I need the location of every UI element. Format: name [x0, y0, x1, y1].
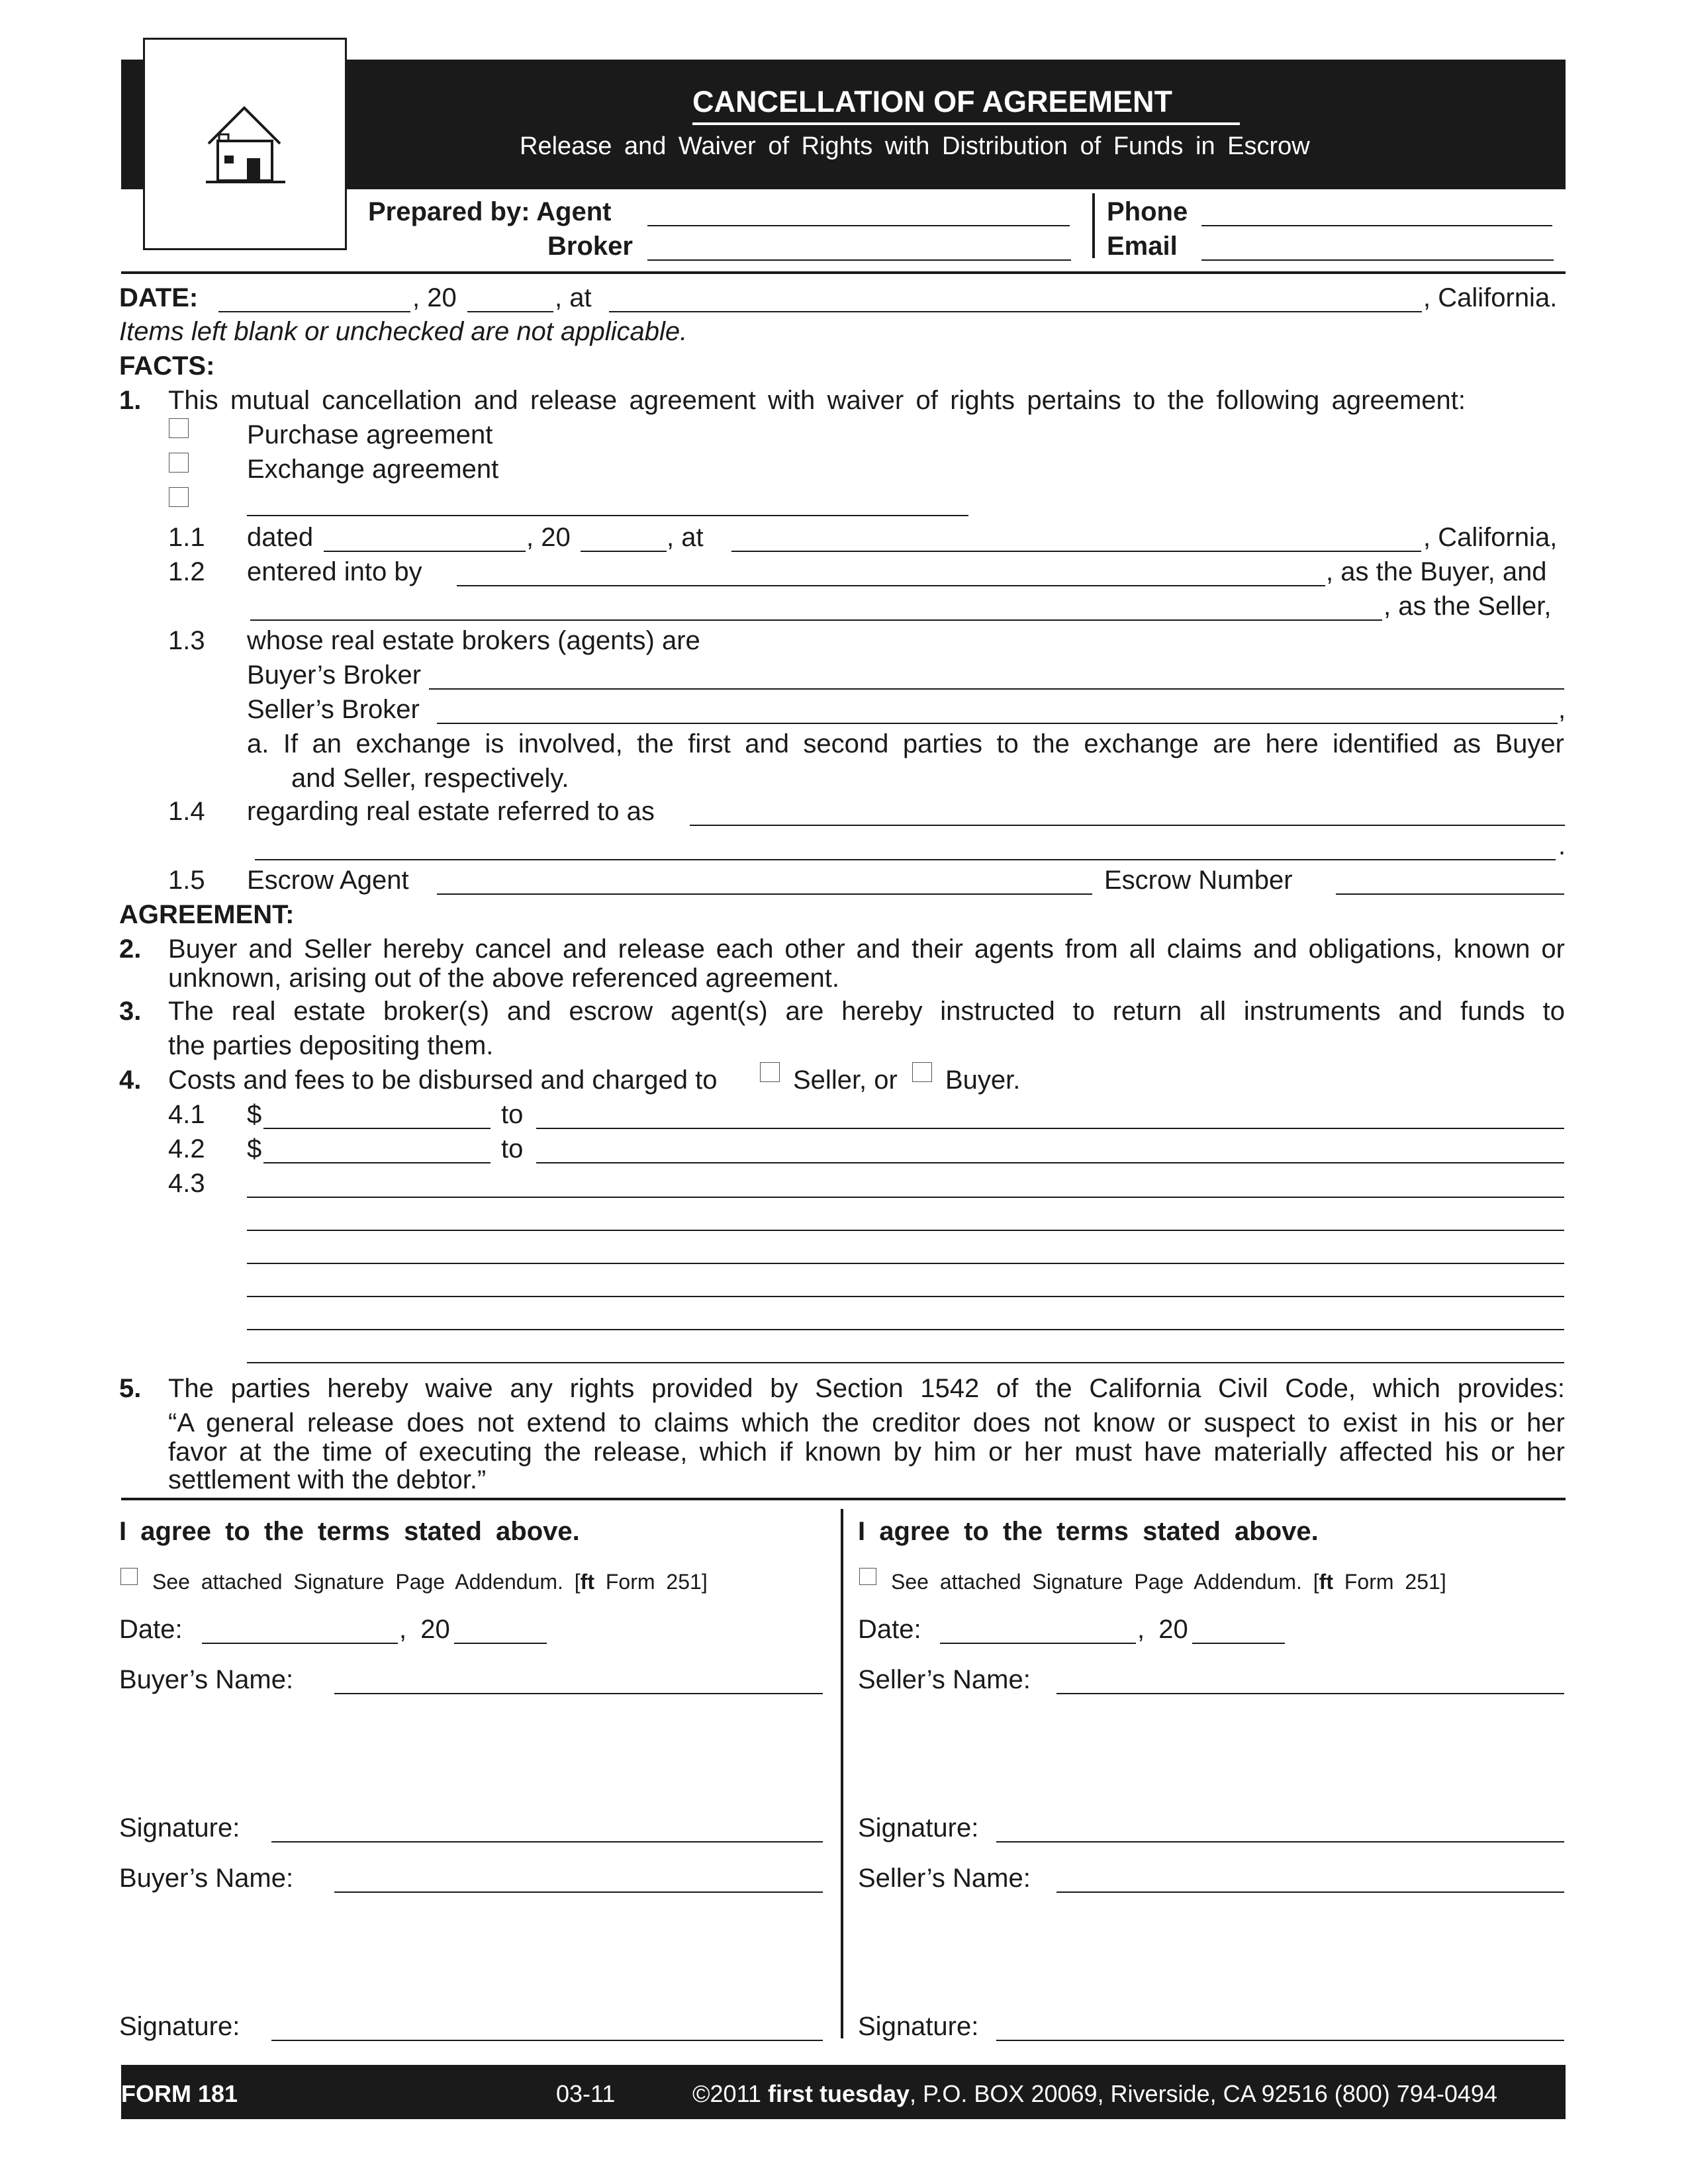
escrow-number-field[interactable] [1336, 893, 1564, 895]
exchange-note-line-2: and Seller, respectively. [291, 764, 569, 793]
escrow-agent-label: Escrow Agent [247, 866, 409, 895]
buyer-date-field[interactable] [202, 1643, 398, 1644]
agreement-year-prefix: , 20 [526, 523, 571, 552]
seller-1-signature-field[interactable] [996, 1841, 1564, 1843]
entered-into-by-label: entered into by [247, 557, 422, 586]
item-4-3-field-2[interactable] [247, 1230, 1564, 1231]
seller-1-signature-label: Signature: [858, 1813, 979, 1843]
buyer-1-signature-label: Signature: [119, 1813, 240, 1843]
date-california: , California. [1423, 283, 1558, 312]
property-field-2[interactable] [255, 859, 1556, 860]
seller-addendum-label: See attached Signature Page Addendum. [ft Form 251] [891, 1570, 1446, 1594]
buyer-year-field[interactable] [454, 1643, 547, 1644]
charge-seller-checkbox[interactable] [760, 1062, 780, 1082]
buyer-1-signature-field[interactable] [271, 1841, 823, 1843]
buyer-agree-label: I agree to the terms stated above. [119, 1517, 580, 1546]
item-4-3-number: 4.3 [168, 1169, 205, 1198]
exchange-note-line-1: a. If an exchange is involved, the first and second parties to the exchange are here identified as Buyer [247, 729, 1564, 758]
sellers-broker-field[interactable] [437, 723, 1558, 724]
item-4-2-number: 4.2 [168, 1134, 205, 1163]
item-1-text: This mutual cancellation and release agreement with waiver of rights pertains to the following agreement: [168, 386, 1466, 415]
seller-addendum-checkbox[interactable] [859, 1568, 876, 1585]
seller-agree-label: I agree to the terms stated above. [858, 1517, 1319, 1546]
item-4-2-amount-field[interactable] [263, 1162, 491, 1163]
item-4-3-field-5[interactable] [247, 1329, 1564, 1330]
buyer-2-signature-label: Signature: [119, 2012, 240, 2041]
item-4-3-field-1[interactable] [247, 1197, 1564, 1198]
signature-top-rule [121, 1498, 1566, 1500]
copyright-notice: ©2011 first tuesday, P.O. BOX 20069, Riverside, CA 92516 (800) 794-0494 [692, 2080, 1497, 2107]
other-agreement-checkbox[interactable] [169, 487, 189, 507]
facts-heading: FACTS: [119, 351, 215, 381]
buyer-1-name-label: Buyer’s Name: [119, 1665, 294, 1694]
item-4-1-payee-field[interactable] [536, 1128, 1564, 1129]
costs-fees-label: Costs and fees to be disbursed and charged to [168, 1066, 718, 1095]
form-revision: 03-11 [556, 2080, 616, 2107]
item-2-line-2: unknown, arising out of the above referenced agreement. [168, 964, 839, 993]
seller-year-prefix: , 20 [1137, 1615, 1188, 1644]
item-4-3-field-3[interactable] [247, 1263, 1564, 1264]
sellers-broker-label: Seller’s Broker [247, 695, 420, 724]
item-4-1-to: to [501, 1100, 524, 1129]
header-divider [1092, 193, 1095, 258]
form-number: FORM 181 [121, 2080, 238, 2107]
seller-year-field[interactable] [1192, 1643, 1285, 1644]
item-4-number: 4. [119, 1066, 142, 1095]
charge-buyer-label: Buyer. [945, 1066, 1021, 1095]
as-buyer-label: , as the Buyer, and [1326, 557, 1547, 586]
brokers-label: whose real estate brokers (agents) are [247, 626, 700, 655]
date-at-label: , at [555, 283, 592, 312]
item-2-line-1: Buyer and Seller hereby cancel and release each other and their agents from all claims and obligations, known or [168, 934, 1565, 964]
charge-buyer-checkbox[interactable] [912, 1062, 932, 1082]
signature-column-divider [841, 1509, 843, 2038]
charge-seller-label: Seller, or [793, 1066, 898, 1095]
exchange-agreement-checkbox[interactable] [169, 453, 189, 473]
item-5-line-4: settlement with the debtor.” [168, 1465, 487, 1494]
buyer-year-prefix: , 20 [399, 1615, 450, 1644]
item-3-number: 3. [119, 997, 142, 1026]
header-rule [121, 271, 1566, 274]
agreement-year-field[interactable] [581, 551, 667, 552]
agent-name-field[interactable] [647, 225, 1070, 226]
item-4-1-amount-field[interactable] [263, 1128, 491, 1129]
item-5-line-2: “A general release does not extend to claims which the creditor does not know or suspect to exist in his or her [168, 1408, 1565, 1437]
item-5-line-1: The parties hereby waive any rights provided by Section 1542 of the California Civil Code, which provides: [168, 1374, 1565, 1403]
purchase-agreement-checkbox[interactable] [169, 418, 189, 438]
item-1-2-number: 1.2 [168, 557, 205, 586]
other-agreement-field[interactable] [247, 515, 968, 516]
item-1-5-number: 1.5 [168, 866, 205, 895]
property-period: . [1558, 831, 1566, 860]
date-location-field[interactable] [609, 311, 1422, 312]
seller-date-field[interactable] [940, 1643, 1136, 1644]
buyer-addendum-label: See attached Signature Page Addendum. [ft Form 251] [152, 1570, 708, 1594]
date-field[interactable] [218, 311, 410, 312]
broker-name-field[interactable] [647, 259, 1071, 261]
item-4-1-number: 4.1 [168, 1100, 205, 1129]
title-underline [692, 122, 1240, 125]
escrow-agent-field[interactable] [437, 893, 1092, 895]
item-3-line-2: the parties depositing them. [168, 1031, 494, 1060]
item-1-1-number: 1.1 [168, 523, 205, 552]
agreement-date-field[interactable] [324, 551, 526, 552]
prepared-by-agent-label: Prepared by: Agent [368, 197, 612, 226]
date-year-field[interactable] [467, 311, 553, 312]
logo-frame [143, 38, 347, 250]
buyer-name-field[interactable] [457, 585, 1325, 586]
item-4-3-field-6[interactable] [247, 1362, 1564, 1363]
item-5-line-3: favor at the time of executing the release, which if known by him or her must have materially affected his or her [168, 1437, 1565, 1467]
seller-date-label: Date: [858, 1615, 921, 1644]
agreement-at-label: , at [667, 523, 704, 552]
item-4-2-dollar: $ [247, 1134, 262, 1163]
seller-2-signature-field[interactable] [996, 2040, 1564, 2041]
property-field-1[interactable] [690, 825, 1565, 826]
exchange-agreement-label: Exchange agreement [247, 455, 499, 484]
seller-2-name-field[interactable] [1056, 1891, 1564, 1893]
buyer-1-name-field[interactable] [334, 1693, 823, 1694]
item-1-4-number: 1.4 [168, 797, 205, 826]
buyer-2-signature-field[interactable] [271, 2040, 823, 2041]
item-2-number: 2. [119, 934, 142, 964]
item-3-line-1: The real estate broker(s) and escrow agent(s) are hereby instructed to return all instruments and funds to [168, 997, 1565, 1026]
agreement-location-field[interactable] [731, 551, 1421, 552]
buyer-2-name-field[interactable] [334, 1891, 823, 1893]
item-4-2-to: to [501, 1134, 524, 1163]
buyer-2-name-label: Buyer’s Name: [119, 1864, 294, 1893]
escrow-number-label: Escrow Number [1104, 866, 1293, 895]
blank-items-note: Items left blank or unchecked are not applicable. [119, 317, 688, 346]
item-4-2-payee-field[interactable] [536, 1162, 1564, 1163]
seller-2-name-label: Seller’s Name: [858, 1864, 1031, 1893]
buyers-broker-field[interactable] [429, 688, 1564, 690]
purchase-agreement-label: Purchase agreement [247, 420, 493, 449]
date-year-prefix: , 20 [412, 283, 457, 312]
as-seller-label: , as the Seller, [1383, 592, 1552, 621]
phone-label: Phone [1107, 197, 1188, 226]
seller-2-signature-label: Signature: [858, 2012, 979, 2041]
form-subtitle: Release and Waiver of Rights with Distribution of Funds in Escrow [520, 132, 1310, 160]
item-1-3-number: 1.3 [168, 626, 205, 655]
item-4-3-field-4[interactable] [247, 1296, 1564, 1297]
buyer-addendum-checkbox[interactable] [120, 1568, 138, 1585]
email-field[interactable] [1201, 259, 1554, 261]
form-title: CANCELLATION OF AGREEMENT [692, 85, 1172, 118]
agreement-heading: AGREEMENT: [119, 900, 295, 929]
seller-name-field[interactable] [250, 619, 1382, 621]
buyers-broker-label: Buyer’s Broker [247, 660, 422, 690]
sellers-broker-comma: , [1558, 695, 1566, 724]
item-5-number: 5. [119, 1374, 142, 1403]
phone-field[interactable] [1201, 225, 1552, 226]
seller-1-name-label: Seller’s Name: [858, 1665, 1031, 1694]
regarding-label: regarding real estate referred to as [247, 797, 655, 826]
buyer-date-label: Date: [119, 1615, 183, 1644]
broker-label: Broker [547, 232, 633, 261]
house-icon [206, 103, 288, 189]
item-1-number: 1. [119, 386, 142, 415]
agreement-california: , California, [1423, 523, 1558, 552]
date-label: DATE: [119, 283, 199, 312]
item-4-1-dollar: $ [247, 1100, 262, 1129]
email-label: Email [1107, 232, 1178, 261]
seller-1-name-field[interactable] [1056, 1693, 1564, 1694]
dated-label: dated [247, 523, 314, 552]
